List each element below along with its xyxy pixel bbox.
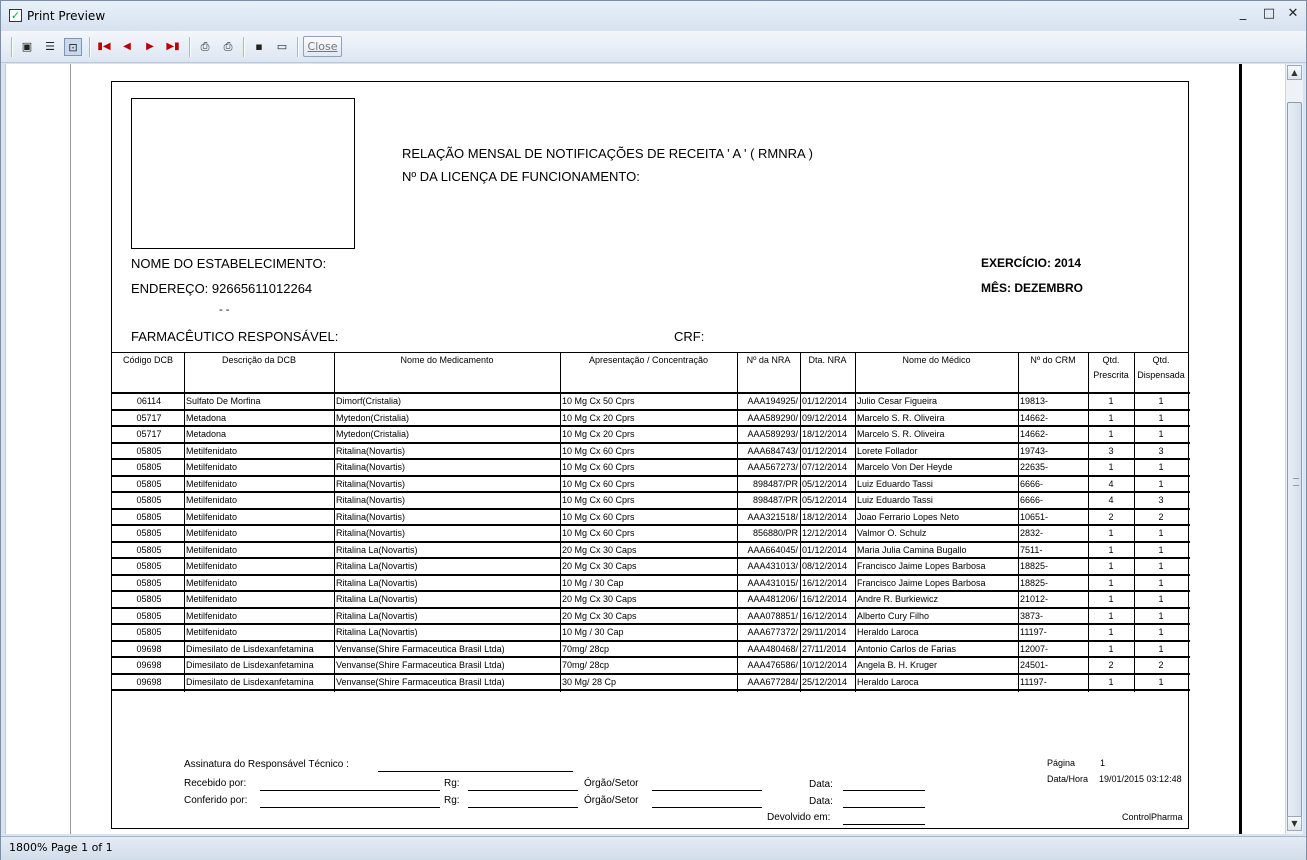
cell-qp: 1	[1108, 544, 1114, 555]
cell-crm: 12007-	[1020, 643, 1049, 654]
cell-crm: 3873-	[1020, 610, 1044, 621]
qtd-d2: Dispensada	[1137, 370, 1185, 380]
toolbar-separator	[11, 37, 13, 57]
cell-qd: 2	[1158, 660, 1164, 670]
cell-med: Valmor O. Schulz	[857, 528, 927, 538]
cell-cod: 05805	[136, 627, 162, 637]
cell-nra: AAA078851/	[747, 610, 798, 621]
cell-qp: 1	[1108, 528, 1114, 538]
cell-qp: 4	[1108, 478, 1114, 489]
cell-qd: 1	[1158, 429, 1164, 439]
cell-qd: 1	[1158, 676, 1164, 687]
col-descricao: Descrição da DCB	[221, 355, 297, 365]
cell-desc: Metilfenidato	[186, 495, 238, 505]
col-apresentacao: Apresentação / Concentração	[588, 355, 709, 365]
table-row	[112, 559, 1190, 576]
cell-crm: 14662-	[1020, 412, 1049, 423]
cell-med: Heraldo Laroca	[857, 676, 919, 687]
cell-dta: 29/11/2014	[802, 627, 847, 637]
cell-crm: 21012-	[1020, 594, 1049, 604]
cell-nome: Mytedon(Cristalia)	[336, 429, 410, 439]
cell-dta: 01/12/2014	[802, 445, 848, 456]
cell-apres: 10 Mg Cx 20 Cprs	[562, 412, 635, 423]
cell-nome: Mytedon(Cristalia)	[336, 412, 410, 423]
table-row	[112, 592, 1190, 609]
cell-cod: 05805	[136, 495, 162, 505]
cell-med: Julio Cesar Figueira	[857, 396, 938, 406]
toolbar-separator	[189, 37, 191, 57]
logo-placeholder	[131, 98, 355, 249]
cell-qd: 3	[1158, 445, 1164, 456]
crf-label: CRF:	[674, 329, 705, 344]
cell-nome: Venvanse(Shire Farmaceutica Brasil Ltda)	[336, 676, 505, 687]
cell-qp: 1	[1108, 610, 1114, 621]
orgao1-label: Órgão/Setor	[584, 778, 639, 789]
table-row	[112, 510, 1190, 527]
table-row	[112, 444, 1190, 461]
license-label: Nº DA LICENÇA DE FUNCIONAMENTO:	[402, 169, 640, 184]
cell-apres: 10 Mg Cx 60 Cprs	[562, 495, 635, 505]
cell-cod: 05805	[136, 445, 162, 456]
table-row	[112, 625, 1190, 642]
cell-med: Angela B. H. Kruger	[857, 660, 938, 670]
cell-dta: 05/12/2014	[802, 495, 848, 505]
cell-crm: 22635-	[1020, 462, 1049, 472]
cell-qp: 1	[1108, 676, 1114, 687]
first-page-icon[interactable]: ▮◀	[97, 41, 111, 52]
cell-nra: AAA431015/	[747, 577, 798, 588]
cell-nome: Ritalina La(Novartis)	[336, 594, 418, 604]
address-label: ENDEREÇO: 92665611012264	[131, 281, 313, 296]
cell-nome: Venvanse(Shire Farmaceutica Brasil Ltda)	[336, 660, 505, 670]
cell-apres: 10 Mg Cx 60 Cprs	[562, 511, 635, 522]
cell-cod: 05805	[136, 544, 162, 555]
col-nra: Nº da NRA	[746, 355, 791, 365]
cell-qp: 3	[1108, 445, 1114, 456]
assinatura-line	[378, 771, 573, 772]
cell-nome: Ritalina La(Novartis)	[336, 610, 418, 621]
cell-nra: AAA684743/	[747, 445, 798, 456]
cell-med: Francisco Jaime Lopes Barbosa	[857, 561, 986, 571]
cell-nra: AAA431013/	[747, 561, 798, 571]
cell-apres: 20 Mg Cx 30 Caps	[562, 594, 637, 604]
col-qtd-prescrita	[1088, 355, 1134, 385]
col-codigo: Código DCB	[122, 355, 174, 365]
cell-nome: Ritalina La(Novartis)	[336, 544, 418, 555]
cell-med: Lorete Follador	[857, 445, 918, 456]
pagina-value: 1	[1100, 758, 1106, 768]
cell-qp: 2	[1108, 511, 1114, 522]
cell-cod: 05805	[136, 577, 162, 588]
data1-line	[843, 790, 925, 791]
exercicio-label: EXERCÍCIO: 2014	[981, 256, 1082, 270]
cell-med: Luiz Eduardo Tassi	[857, 495, 933, 505]
cell-desc: Dimesilato de Lisdexanfetamina	[186, 676, 314, 687]
cell-dta: 10/12/2014	[802, 660, 848, 670]
cell-crm: 2832-	[1020, 528, 1044, 538]
grip-icon	[1293, 478, 1299, 486]
col-qtd-dispensada	[1134, 355, 1188, 385]
col-crm: Nº do CRM	[1030, 355, 1076, 365]
cell-crm: 18825-	[1020, 561, 1049, 571]
cell-qd: 1	[1158, 643, 1164, 654]
cell-qp: 1	[1108, 627, 1114, 637]
pagina-label: Página	[1047, 758, 1076, 768]
page-width-icon[interactable]: ▣	[21, 40, 33, 53]
cell-med: Antonio Carlos de Farias	[857, 643, 957, 654]
cell-apres: 10 Mg Cx 60 Cprs	[562, 528, 635, 538]
cell-apres: 10 Mg / 30 Cap	[562, 627, 624, 637]
cell-apres: 70mg/ 28cp	[562, 660, 610, 670]
multi-page-icon[interactable]: ☰	[45, 40, 55, 53]
cell-qd: 1	[1158, 478, 1164, 489]
cell-qd: 1	[1158, 577, 1164, 588]
cell-cod: 09698	[136, 643, 162, 654]
conferido-label: Conferido por:	[184, 795, 248, 806]
cell-crm: 11197-	[1020, 627, 1047, 637]
cell-desc: Metilfenidato	[186, 511, 238, 522]
cell-nome: Ritalina La(Novartis)	[336, 561, 418, 571]
cell-nra: AAA677372/	[747, 627, 798, 637]
cell-cod: 09698	[136, 676, 162, 687]
establishment-label: NOME DO ESTABELECIMENTO:	[131, 256, 327, 271]
cell-apres: 20 Mg Cx 30 Caps	[562, 544, 637, 555]
cell-nra: AAA589293/	[747, 429, 798, 439]
cell-qd: 1	[1158, 528, 1164, 538]
table-row	[112, 427, 1190, 444]
table-row	[112, 411, 1190, 428]
cell-crm: 18825-	[1020, 577, 1049, 588]
checkbox-app-icon: ✓	[10, 9, 21, 22]
table-top-border	[112, 352, 1188, 353]
table-row	[112, 576, 1190, 593]
cell-nome: Ritalina(Novartis)	[336, 528, 406, 538]
cell-desc: Metilfenidato	[186, 462, 238, 472]
mes-label: MÊS: DEZEMBRO	[981, 281, 1083, 295]
cell-crm: 19813-	[1020, 396, 1049, 406]
pharmacist-label: FARMACÊUTICO RESPONSÁVEL:	[131, 329, 339, 344]
table-row	[112, 642, 1190, 659]
address-line2: - -	[219, 304, 230, 316]
cell-nra: AAA476586/	[747, 660, 798, 670]
cell-nome: Ritalina(Novartis)	[336, 462, 406, 472]
cell-qp: 1	[1108, 412, 1114, 423]
cell-dta: 16/12/2014	[802, 610, 848, 621]
cell-nome: Ritalina(Novartis)	[336, 511, 406, 522]
cell-nome: Ritalina(Novartis)	[336, 495, 406, 505]
cell-apres: 30 Mg/ 28 Cp	[562, 676, 617, 687]
table-row	[112, 460, 1190, 477]
orgao2-line	[652, 807, 762, 808]
table-row	[112, 543, 1190, 560]
table-row	[112, 493, 1190, 510]
rg1-line	[468, 790, 578, 791]
cell-qd: 1	[1158, 627, 1164, 637]
conferido-line	[260, 807, 440, 808]
cell-nra: 898487/PR	[752, 478, 798, 489]
cell-cod: 06114	[136, 396, 162, 406]
maximize-button[interactable]: □	[1262, 6, 1276, 21]
table-row	[112, 658, 1190, 675]
cell-qp: 1	[1108, 462, 1114, 472]
cell-desc: Metilfenidato	[186, 594, 238, 604]
cell-cod: 05805	[136, 511, 162, 522]
cell-apres: 20 Mg Cx 30 Caps	[562, 561, 637, 571]
previous-page-icon[interactable]: ◀	[123, 41, 131, 52]
cell-qp: 1	[1108, 643, 1114, 654]
toolbar-separator	[243, 37, 245, 57]
close-button[interactable]: Close	[303, 36, 342, 57]
cell-apres: 10 Mg Cx 50 Cprs	[562, 396, 635, 406]
cell-desc: Metilfenidato	[186, 561, 238, 571]
minimize-button[interactable]: _	[1239, 6, 1247, 21]
table-row	[112, 675, 1190, 692]
cell-qp: 1	[1108, 396, 1114, 406]
cell-desc: Sulfato De Morfina	[186, 396, 261, 406]
col-dta: Dta. NRA	[808, 355, 847, 365]
cell-cod: 05805	[136, 594, 162, 604]
cell-qp: 1	[1108, 429, 1114, 439]
cell-med: Marcelo Von Der Heyde	[857, 462, 953, 472]
recebido-line	[260, 790, 440, 791]
cell-desc: Dimesilato de Lisdexanfetamina	[186, 660, 314, 670]
cell-dta: 16/12/2014	[802, 594, 848, 604]
cell-med: Marcelo S. R. Oliveira	[857, 412, 945, 423]
rg1-label: Rg:	[444, 778, 460, 789]
cell-qp: 1	[1108, 577, 1114, 588]
table-row	[112, 526, 1190, 543]
cell-med: Heraldo Laroca	[857, 627, 919, 637]
cell-crm: 6666-	[1020, 495, 1044, 505]
cell-med: Marcelo S. R. Oliveira	[857, 429, 945, 439]
data2-label: Data:	[809, 796, 833, 807]
cell-dta: 07/12/2014	[802, 462, 848, 472]
vertical-scrollbar[interactable]	[1285, 64, 1303, 834]
cell-dta: 08/12/2014	[802, 561, 848, 571]
cell-nra: AAA194925/	[747, 396, 798, 406]
window-title: Print Preview	[27, 9, 106, 23]
cell-apres: 70mg/ 28cp	[562, 643, 610, 654]
orgao1-line	[652, 790, 762, 791]
cell-nome: Ritalina(Novartis)	[336, 445, 406, 456]
print-setup-icon[interactable]: ⎙	[200, 40, 210, 53]
cell-desc: Metilfenidato	[186, 577, 238, 588]
status-text: 1800% Page 1 of 1	[9, 841, 113, 854]
scroll-down-icon[interactable]: ▼	[1287, 816, 1302, 831]
cell-nra: AAA589290/	[747, 412, 798, 423]
cell-dta: 09/12/2014	[802, 412, 848, 423]
cell-desc: Dimesilato de Lisdexanfetamina	[186, 643, 314, 654]
cell-qd: 1	[1158, 544, 1164, 555]
last-page-icon[interactable]: ▶▮	[166, 41, 180, 52]
print-icon[interactable]: ⎙	[223, 40, 233, 53]
whole-page-icon[interactable]: ⊡	[64, 38, 82, 56]
cell-desc: Metilfenidato	[186, 610, 238, 621]
cell-med: Alberto Cury Filho	[857, 610, 930, 621]
report-frame	[111, 81, 1189, 829]
cell-dta: 12/12/2014	[802, 528, 848, 538]
cell-desc: Metilfenidato	[186, 528, 238, 538]
cell-qd: 3	[1158, 495, 1164, 505]
cell-apres: 10 Mg Cx 60 Cprs	[562, 478, 635, 489]
assinatura-label: Assinatura do Responsável Técnico :	[184, 759, 349, 770]
table-row	[112, 477, 1190, 494]
cell-apres: 20 Mg Cx 30 Caps	[562, 610, 637, 621]
cell-dta: 01/12/2014	[802, 396, 848, 406]
cell-nra: AAA567273/	[747, 462, 798, 472]
toolbar-separator	[297, 37, 299, 57]
cell-desc: Metilfenidato	[186, 445, 238, 456]
title-bar[interactable]	[1, 1, 1306, 31]
cell-crm: 10651-	[1020, 511, 1049, 522]
col-medico: Nome do Médico	[902, 355, 971, 365]
cell-dta: 18/12/2014	[802, 511, 848, 522]
cell-cod: 05717	[136, 429, 162, 439]
cell-crm: 14662-	[1020, 429, 1049, 439]
cell-med: Luiz Eduardo Tassi	[857, 478, 933, 489]
cell-qp: 4	[1108, 495, 1114, 505]
toolbar-separator	[89, 37, 91, 57]
scroll-thumb[interactable]	[1287, 102, 1302, 822]
datahora-value: 19/01/2015 03:12:48	[1099, 774, 1182, 784]
cell-desc: Metadona	[186, 412, 227, 423]
cell-cod: 09698	[136, 660, 162, 670]
cell-qp: 1	[1108, 561, 1114, 571]
cell-nra: AAA480468/	[747, 643, 798, 654]
cell-nome: Venvanse(Shire Farmaceutica Brasil Ltda)	[336, 643, 505, 654]
col-nome: Nome do Medicamento	[400, 355, 494, 365]
cell-qd: 2	[1158, 511, 1164, 522]
cell-apres: 10 Mg Cx 20 Cprs	[562, 429, 635, 439]
report-title: RELAÇÃO MENSAL DE NOTIFICAÇÕES DE RECEITA ' A ' ( RMNRA )	[402, 146, 813, 161]
recebido-label: Recebido por:	[184, 778, 247, 789]
cell-nra: AAA481206/	[747, 594, 798, 604]
devolvido-label: Devolvido em:	[767, 812, 831, 823]
save-icon[interactable]: ▪	[255, 40, 263, 53]
cell-med: Joao Ferrario Lopes Neto	[857, 511, 960, 522]
cell-dta: 27/11/2014	[802, 643, 847, 654]
close-window-button[interactable]: ✕	[1287, 6, 1299, 21]
cell-apres: 10 Mg Cx 60 Cprs	[562, 462, 635, 472]
cell-nome: Ritalina(Novartis)	[336, 478, 406, 489]
open-folder-icon[interactable]: ▭	[276, 40, 288, 53]
brand-label: ControlPharma	[1122, 812, 1183, 822]
cell-dta: 16/12/2014	[802, 577, 848, 588]
cell-nra: AAA321518/	[747, 511, 798, 522]
cell-nome: Ritalina La(Novartis)	[336, 627, 418, 637]
datahora-label: Data/Hora	[1047, 774, 1089, 784]
cell-dta: 01/12/2014	[802, 544, 848, 555]
cell-qp: 2	[1108, 660, 1114, 670]
cell-nra: AAA664045/	[747, 544, 798, 555]
cell-nra: AAA677284/	[747, 676, 798, 687]
cell-dta: 05/12/2014	[802, 478, 848, 489]
toolbar	[1, 31, 1306, 63]
cell-qd: 1	[1158, 594, 1164, 604]
cell-crm: 7511-	[1020, 544, 1043, 555]
table-row	[112, 609, 1190, 626]
cell-nra: 898487/PR	[752, 495, 798, 505]
cell-qd: 1	[1158, 462, 1164, 472]
cell-crm: 6666-	[1020, 478, 1044, 489]
cell-apres: 10 Mg Cx 60 Cprs	[562, 445, 635, 456]
cell-desc: Metadona	[186, 429, 227, 439]
orgao2-label: Órgão/Setor	[584, 795, 639, 806]
table-row	[112, 394, 1190, 411]
cell-qp: 1	[1108, 594, 1114, 604]
cell-desc: Metilfenidato	[186, 544, 238, 555]
data-rows	[112, 392, 1190, 691]
cell-cod: 05805	[136, 478, 162, 489]
cell-crm: 19743-	[1020, 445, 1049, 456]
cell-apres: 10 Mg / 30 Cap	[562, 577, 624, 588]
cell-nome: Dimorf(Cristalia)	[336, 396, 401, 406]
cell-desc: Metilfenidato	[186, 478, 238, 489]
cell-qd: 1	[1158, 412, 1164, 423]
qtd-p1: Qtd.	[1102, 355, 1120, 365]
rg2-label: Rg:	[444, 795, 460, 806]
qtd-d1: Qtd.	[1152, 355, 1170, 365]
cell-cod: 05805	[136, 561, 162, 571]
cell-med: Maria Julia Camina Bugallo	[857, 544, 967, 555]
cell-crm: 11197-	[1020, 676, 1047, 687]
cell-cod: 05805	[136, 610, 162, 621]
cell-qd: 1	[1158, 561, 1164, 571]
data1-label: Data:	[809, 779, 833, 790]
qtd-p2: Prescrita	[1093, 370, 1129, 380]
cell-nome: Ritalina La(Novartis)	[336, 577, 418, 588]
devolvido-line	[843, 824, 925, 825]
rg2-line	[468, 807, 578, 808]
cell-nra: 856880/PR	[752, 528, 798, 538]
cell-cod: 05805	[136, 462, 162, 472]
cell-cod: 05717	[136, 412, 162, 423]
cell-dta: 18/12/2014	[802, 429, 848, 439]
scroll-up-icon[interactable]: ▲	[1287, 65, 1302, 80]
next-page-icon[interactable]: ▶	[146, 41, 154, 52]
cell-med: Francisco Jaime Lopes Barbosa	[857, 577, 986, 588]
cell-dta: 25/12/2014	[802, 676, 848, 687]
cell-crm: 24501-	[1020, 660, 1049, 670]
cell-cod: 05805	[136, 528, 162, 538]
cell-qd: 1	[1158, 396, 1164, 406]
cell-qd: 1	[1158, 610, 1164, 621]
cell-med: Andre R. Burkiewicz	[857, 594, 939, 604]
data2-line	[843, 807, 925, 808]
cell-desc: Metilfenidato	[186, 627, 238, 637]
status-bar	[1, 836, 1306, 860]
